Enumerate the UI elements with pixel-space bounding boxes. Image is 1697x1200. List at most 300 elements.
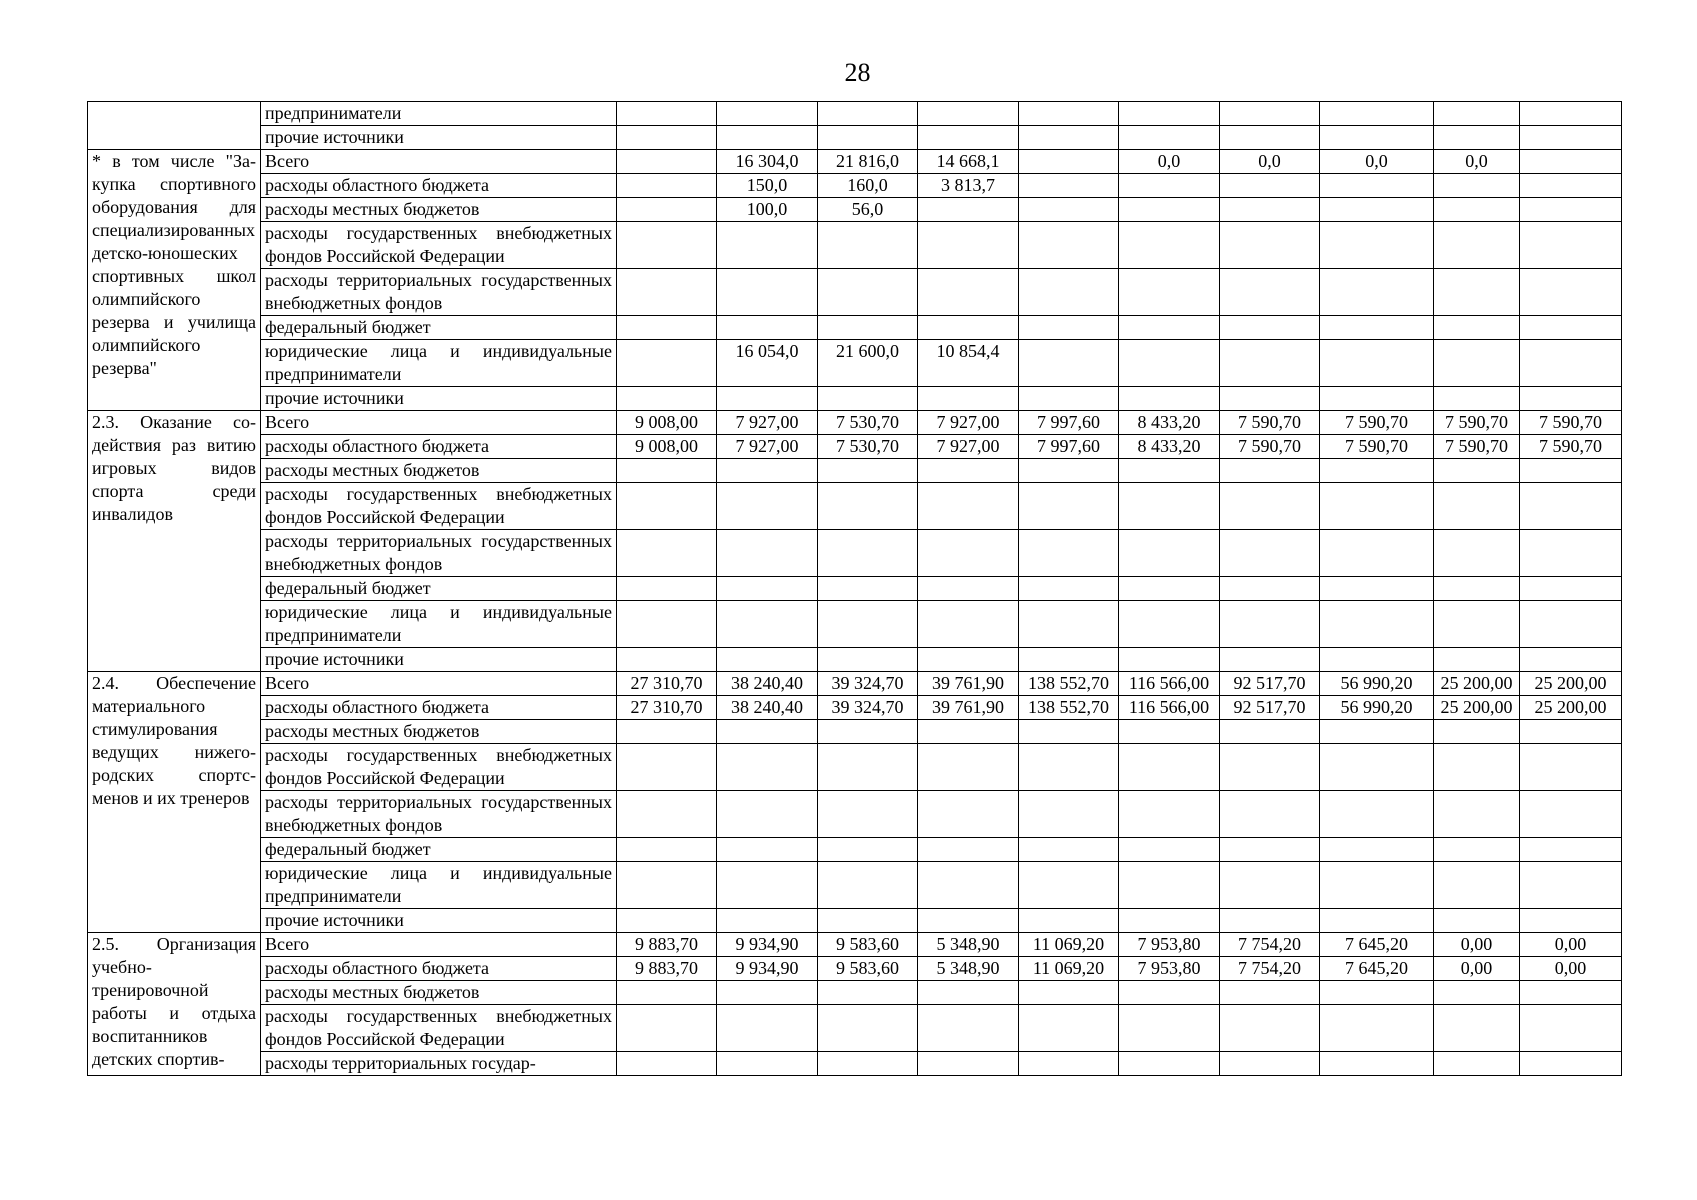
amount-cell: 16 304,0	[717, 150, 818, 174]
funding-source-cell: расходы государственных внебюджетных фондов Российской Федерации	[261, 222, 617, 269]
amount-cell	[1520, 744, 1622, 791]
program-item-cell: 2.5. Организация учебно-тренировочной работы и отдыха воспитанников детских спортив-	[88, 933, 261, 1076]
amount-cell	[1119, 340, 1220, 387]
amount-cell: 9 883,70	[617, 957, 717, 981]
amount-cell	[1119, 909, 1220, 933]
amount-cell	[818, 981, 918, 1005]
table-row	[88, 198, 1622, 222]
amount-cell	[818, 838, 918, 862]
amount-cell	[1220, 174, 1320, 198]
amount-cell	[1119, 981, 1220, 1005]
amount-cell	[818, 459, 918, 483]
funding-source-cell: расходы областного бюджета	[261, 696, 617, 720]
amount-cell	[617, 483, 717, 530]
table-row	[88, 174, 1622, 198]
amount-cell	[1220, 1052, 1320, 1076]
funding-source-cell: расходы областного бюджета	[261, 957, 617, 981]
funding-source-cell: расходы областного бюджета	[261, 435, 617, 459]
amount-cell	[1119, 198, 1220, 222]
amount-cell	[918, 530, 1019, 577]
amount-cell	[1320, 791, 1434, 838]
amount-cell: 56 990,20	[1320, 696, 1434, 720]
funding-source-cell: расходы территориальных государственных внебюджетных фондов	[261, 791, 617, 838]
amount-cell	[1434, 316, 1520, 340]
amount-cell	[1520, 791, 1622, 838]
amount-cell	[818, 126, 918, 150]
amount-cell	[818, 269, 918, 316]
page-number: 28	[844, 58, 871, 87]
funding-source-cell: расходы местных бюджетов	[261, 459, 617, 483]
amount-cell	[617, 601, 717, 648]
program-item-cell	[88, 102, 261, 150]
amount-cell: 7 754,20	[1220, 957, 1320, 981]
amount-cell	[1320, 387, 1434, 411]
amount-cell	[1019, 459, 1119, 483]
amount-cell: 25 200,00	[1434, 672, 1520, 696]
amount-cell: 7 530,70	[818, 435, 918, 459]
amount-cell	[1434, 720, 1520, 744]
amount-cell: 25 200,00	[1520, 696, 1622, 720]
amount-cell	[1434, 126, 1520, 150]
amount-cell: 92 517,70	[1220, 696, 1320, 720]
amount-cell	[1320, 744, 1434, 791]
funding-source-cell: предприниматели	[261, 102, 617, 126]
amount-cell	[918, 744, 1019, 791]
amount-cell	[918, 387, 1019, 411]
amount-cell	[918, 648, 1019, 672]
amount-cell	[1520, 316, 1622, 340]
amount-cell: 27 310,70	[617, 672, 717, 696]
amount-cell	[1520, 648, 1622, 672]
table-row	[88, 933, 1622, 957]
amount-cell	[918, 1052, 1019, 1076]
amount-cell	[918, 483, 1019, 530]
funding-source-cell: расходы местных бюджетов	[261, 981, 617, 1005]
amount-cell	[1320, 909, 1434, 933]
amount-cell	[1434, 222, 1520, 269]
amount-cell: 7 590,70	[1434, 411, 1520, 435]
amount-cell	[1220, 222, 1320, 269]
amount-cell	[1320, 838, 1434, 862]
amount-cell: 25 200,00	[1520, 672, 1622, 696]
amount-cell	[617, 838, 717, 862]
amount-cell: 7 590,70	[1220, 435, 1320, 459]
amount-cell: 16 054,0	[717, 340, 818, 387]
amount-cell	[1220, 126, 1320, 150]
amount-cell	[717, 530, 818, 577]
amount-cell: 8 433,20	[1119, 411, 1220, 435]
amount-cell: 27 310,70	[617, 696, 717, 720]
amount-cell: 92 517,70	[1220, 672, 1320, 696]
amount-cell	[1520, 387, 1622, 411]
amount-cell	[1320, 269, 1434, 316]
amount-cell	[1220, 981, 1320, 1005]
amount-cell	[1119, 862, 1220, 909]
amount-cell	[1019, 791, 1119, 838]
amount-cell: 39 324,70	[818, 696, 918, 720]
table-row	[88, 791, 1622, 838]
amount-cell	[717, 269, 818, 316]
amount-cell	[818, 102, 918, 126]
amount-cell	[1019, 981, 1119, 1005]
amount-cell	[1019, 150, 1119, 174]
amount-cell	[617, 530, 717, 577]
table-row	[88, 1005, 1622, 1052]
amount-cell	[1320, 459, 1434, 483]
amount-cell	[717, 862, 818, 909]
table-row	[88, 435, 1622, 459]
amount-cell	[617, 791, 717, 838]
amount-cell	[918, 222, 1019, 269]
amount-cell: 56 990,20	[1320, 672, 1434, 696]
amount-cell	[617, 648, 717, 672]
funding-source-cell: расходы областного бюджета	[261, 174, 617, 198]
amount-cell	[1119, 744, 1220, 791]
funding-source-cell: Всего	[261, 672, 617, 696]
amount-cell	[1019, 862, 1119, 909]
amount-cell	[1434, 1052, 1520, 1076]
amount-cell	[1019, 577, 1119, 601]
table-row	[88, 483, 1622, 530]
table-body	[88, 102, 1622, 1076]
amount-cell	[617, 126, 717, 150]
amount-cell	[1119, 316, 1220, 340]
funding-source-cell: федеральный бюджет	[261, 316, 617, 340]
amount-cell	[1520, 720, 1622, 744]
amount-cell	[1320, 340, 1434, 387]
amount-cell: 7 927,00	[717, 435, 818, 459]
amount-cell: 7 590,70	[1320, 435, 1434, 459]
amount-cell	[1019, 222, 1119, 269]
funding-source-cell: прочие источники	[261, 126, 617, 150]
amount-cell	[1220, 791, 1320, 838]
amount-cell: 7 927,00	[717, 411, 818, 435]
amount-cell	[717, 720, 818, 744]
amount-cell: 7 927,00	[918, 435, 1019, 459]
amount-cell	[1320, 530, 1434, 577]
amount-cell	[1220, 648, 1320, 672]
amount-cell	[1520, 174, 1622, 198]
table-row	[88, 672, 1622, 696]
amount-cell	[818, 791, 918, 838]
amount-cell	[1520, 483, 1622, 530]
funding-source-cell: расходы местных бюджетов	[261, 198, 617, 222]
amount-cell	[1434, 981, 1520, 1005]
table-row	[88, 150, 1622, 174]
funding-source-cell: прочие источники	[261, 648, 617, 672]
amount-cell: 8 433,20	[1119, 435, 1220, 459]
amount-cell	[1434, 102, 1520, 126]
amount-cell: 7 997,60	[1019, 435, 1119, 459]
amount-cell: 7 530,70	[818, 411, 918, 435]
table-row	[88, 862, 1622, 909]
amount-cell	[1520, 459, 1622, 483]
amount-cell	[1320, 1052, 1434, 1076]
table-row	[88, 530, 1622, 577]
table-row	[88, 222, 1622, 269]
amount-cell	[617, 577, 717, 601]
amount-cell	[918, 981, 1019, 1005]
amount-cell	[1119, 577, 1220, 601]
amount-cell	[1320, 174, 1434, 198]
amount-cell	[1520, 150, 1622, 174]
amount-cell	[717, 459, 818, 483]
amount-cell	[1019, 530, 1119, 577]
amount-cell: 7 754,20	[1220, 933, 1320, 957]
funding-source-cell: федеральный бюджет	[261, 838, 617, 862]
amount-cell	[1520, 838, 1622, 862]
amount-cell	[1019, 909, 1119, 933]
amount-cell	[717, 483, 818, 530]
amount-cell	[1434, 483, 1520, 530]
table-row	[88, 601, 1622, 648]
funding-source-cell: прочие источники	[261, 387, 617, 411]
amount-cell: 0,00	[1434, 933, 1520, 957]
amount-cell	[918, 909, 1019, 933]
table-row	[88, 648, 1622, 672]
amount-cell	[1119, 1052, 1220, 1076]
amount-cell	[717, 387, 818, 411]
amount-cell	[617, 340, 717, 387]
amount-cell: 38 240,40	[717, 672, 818, 696]
amount-cell: 11 069,20	[1019, 933, 1119, 957]
amount-cell	[918, 459, 1019, 483]
funding-source-cell: юридические лица и индивидуальные предприниматели	[261, 862, 617, 909]
amount-cell: 9 008,00	[617, 411, 717, 435]
amount-cell: 9 934,90	[717, 957, 818, 981]
amount-cell	[1520, 269, 1622, 316]
amount-cell	[1434, 459, 1520, 483]
amount-cell	[1119, 601, 1220, 648]
amount-cell	[1520, 577, 1622, 601]
amount-cell: 7 953,80	[1119, 957, 1220, 981]
amount-cell	[818, 483, 918, 530]
amount-cell	[1320, 981, 1434, 1005]
amount-cell	[918, 838, 1019, 862]
amount-cell	[918, 269, 1019, 316]
amount-cell	[1220, 459, 1320, 483]
amount-cell: 7 927,00	[918, 411, 1019, 435]
amount-cell	[818, 577, 918, 601]
amount-cell	[818, 648, 918, 672]
amount-cell	[1220, 483, 1320, 530]
amount-cell	[717, 744, 818, 791]
amount-cell	[1119, 530, 1220, 577]
amount-cell	[918, 316, 1019, 340]
amount-cell	[1320, 648, 1434, 672]
table-row	[88, 577, 1622, 601]
program-item-cell: * в том числе "Закупка спортивного оборудования для специализированных детско-юношеских спортивных школ олимпийского резерва и училища олимпийского резерва"	[88, 150, 261, 411]
amount-cell	[918, 601, 1019, 648]
amount-cell	[1119, 483, 1220, 530]
amount-cell	[1019, 1005, 1119, 1052]
amount-cell	[1520, 126, 1622, 150]
amount-cell: 21 600,0	[818, 340, 918, 387]
amount-cell	[918, 198, 1019, 222]
budget-table	[87, 101, 1622, 1076]
table-row	[88, 411, 1622, 435]
amount-cell	[1019, 744, 1119, 791]
amount-cell	[1019, 269, 1119, 316]
funding-source-cell: прочие источники	[261, 909, 617, 933]
amount-cell	[1434, 744, 1520, 791]
amount-cell	[717, 601, 818, 648]
amount-cell	[918, 577, 1019, 601]
amount-cell	[818, 862, 918, 909]
amount-cell	[1019, 387, 1119, 411]
funding-source-cell: расходы территориальных государственных внебюджетных фондов	[261, 530, 617, 577]
amount-cell	[1320, 862, 1434, 909]
amount-cell: 0,0	[1434, 150, 1520, 174]
amount-cell: 150,0	[717, 174, 818, 198]
table-row	[88, 696, 1622, 720]
amount-cell	[1220, 577, 1320, 601]
amount-cell: 100,0	[717, 198, 818, 222]
amount-cell	[1434, 530, 1520, 577]
amount-cell: 7 590,70	[1434, 435, 1520, 459]
amount-cell	[1434, 838, 1520, 862]
funding-source-cell: юридические лица и индивидуальные предприниматели	[261, 340, 617, 387]
amount-cell: 38 240,40	[717, 696, 818, 720]
amount-cell	[1434, 198, 1520, 222]
amount-cell: 5 348,90	[918, 957, 1019, 981]
amount-cell: 9 583,60	[818, 957, 918, 981]
amount-cell	[1434, 601, 1520, 648]
amount-cell	[1119, 102, 1220, 126]
funding-source-cell: расходы территориальных государственных внебюджетных фондов	[261, 269, 617, 316]
funding-source-cell: юридические лица и индивидуальные предприниматели	[261, 601, 617, 648]
amount-cell	[1119, 791, 1220, 838]
amount-cell: 0,00	[1520, 957, 1622, 981]
funding-source-cell: Всего	[261, 411, 617, 435]
amount-cell	[1119, 459, 1220, 483]
amount-cell	[1019, 174, 1119, 198]
amount-cell	[1119, 126, 1220, 150]
amount-cell	[1220, 316, 1320, 340]
table-row	[88, 340, 1622, 387]
amount-cell: 9 583,60	[818, 933, 918, 957]
table-row	[88, 720, 1622, 744]
amount-cell	[717, 791, 818, 838]
table-row	[88, 981, 1622, 1005]
amount-cell	[1119, 648, 1220, 672]
amount-cell	[1220, 720, 1320, 744]
amount-cell	[1019, 198, 1119, 222]
amount-cell	[1019, 648, 1119, 672]
program-item-cell: 2.3. Оказание содействия раз витию игровых видов спорта среди инвалидов	[88, 411, 261, 672]
amount-cell	[1434, 340, 1520, 387]
amount-cell	[818, 744, 918, 791]
amount-cell	[1320, 222, 1434, 269]
amount-cell	[717, 1005, 818, 1052]
amount-cell	[617, 720, 717, 744]
amount-cell	[1019, 340, 1119, 387]
amount-cell	[1320, 483, 1434, 530]
table-row	[88, 744, 1622, 791]
amount-cell: 7 590,70	[1520, 411, 1622, 435]
amount-cell	[617, 459, 717, 483]
amount-cell	[1434, 862, 1520, 909]
amount-cell: 7 590,70	[1220, 411, 1320, 435]
table-row	[88, 838, 1622, 862]
amount-cell	[1119, 838, 1220, 862]
amount-cell	[918, 862, 1019, 909]
amount-cell	[1220, 340, 1320, 387]
funding-source-cell: расходы государственных внебюджетных фондов Российской Федерации	[261, 483, 617, 530]
program-item-cell: 2.4. Обеспечение материального стимулирования ведущих нижегородских спортсменов и их тренеров	[88, 672, 261, 933]
amount-cell: 7 590,70	[1320, 411, 1434, 435]
amount-cell	[1520, 1005, 1622, 1052]
table-row	[88, 269, 1622, 316]
amount-cell	[1220, 102, 1320, 126]
amount-cell: 39 761,90	[918, 672, 1019, 696]
amount-cell: 21 816,0	[818, 150, 918, 174]
amount-cell	[1434, 1005, 1520, 1052]
amount-cell	[717, 222, 818, 269]
amount-cell: 56,0	[818, 198, 918, 222]
amount-cell	[617, 102, 717, 126]
amount-cell	[1119, 222, 1220, 269]
amount-cell	[617, 744, 717, 791]
amount-cell	[717, 981, 818, 1005]
amount-cell	[617, 1052, 717, 1076]
amount-cell	[1019, 1052, 1119, 1076]
amount-cell	[918, 1005, 1019, 1052]
amount-cell: 116 566,00	[1119, 672, 1220, 696]
amount-cell	[617, 862, 717, 909]
amount-cell: 7 953,80	[1119, 933, 1220, 957]
amount-cell	[1520, 601, 1622, 648]
amount-cell: 7 645,20	[1320, 933, 1434, 957]
amount-cell: 138 552,70	[1019, 672, 1119, 696]
funding-source-cell: Всего	[261, 150, 617, 174]
amount-cell	[617, 387, 717, 411]
table-row	[88, 1052, 1622, 1076]
amount-cell	[617, 316, 717, 340]
table-row	[88, 126, 1622, 150]
amount-cell: 0,00	[1434, 957, 1520, 981]
amount-cell	[717, 316, 818, 340]
table-row	[88, 957, 1622, 981]
funding-source-cell: расходы государственных внебюджетных фондов Российской Федерации	[261, 744, 617, 791]
table-row	[88, 387, 1622, 411]
amount-cell	[1320, 1005, 1434, 1052]
amount-cell	[818, 1005, 918, 1052]
amount-cell	[1019, 483, 1119, 530]
amount-cell	[1520, 1052, 1622, 1076]
funding-source-cell: федеральный бюджет	[261, 577, 617, 601]
funding-source-cell: расходы государственных внебюджетных фондов Российской Федерации	[261, 1005, 617, 1052]
table-row	[88, 316, 1622, 340]
amount-cell	[1520, 862, 1622, 909]
amount-cell	[1434, 174, 1520, 198]
amount-cell	[1434, 909, 1520, 933]
amount-cell	[1320, 316, 1434, 340]
amount-cell	[918, 791, 1019, 838]
amount-cell: 7 590,70	[1520, 435, 1622, 459]
amount-cell	[818, 387, 918, 411]
amount-cell	[1220, 909, 1320, 933]
funding-source-cell: Всего	[261, 933, 617, 957]
amount-cell	[1019, 126, 1119, 150]
table-row	[88, 459, 1622, 483]
amount-cell: 160,0	[818, 174, 918, 198]
amount-cell	[818, 530, 918, 577]
amount-cell	[617, 198, 717, 222]
amount-cell	[1520, 102, 1622, 126]
amount-cell	[617, 1005, 717, 1052]
amount-cell	[717, 577, 818, 601]
